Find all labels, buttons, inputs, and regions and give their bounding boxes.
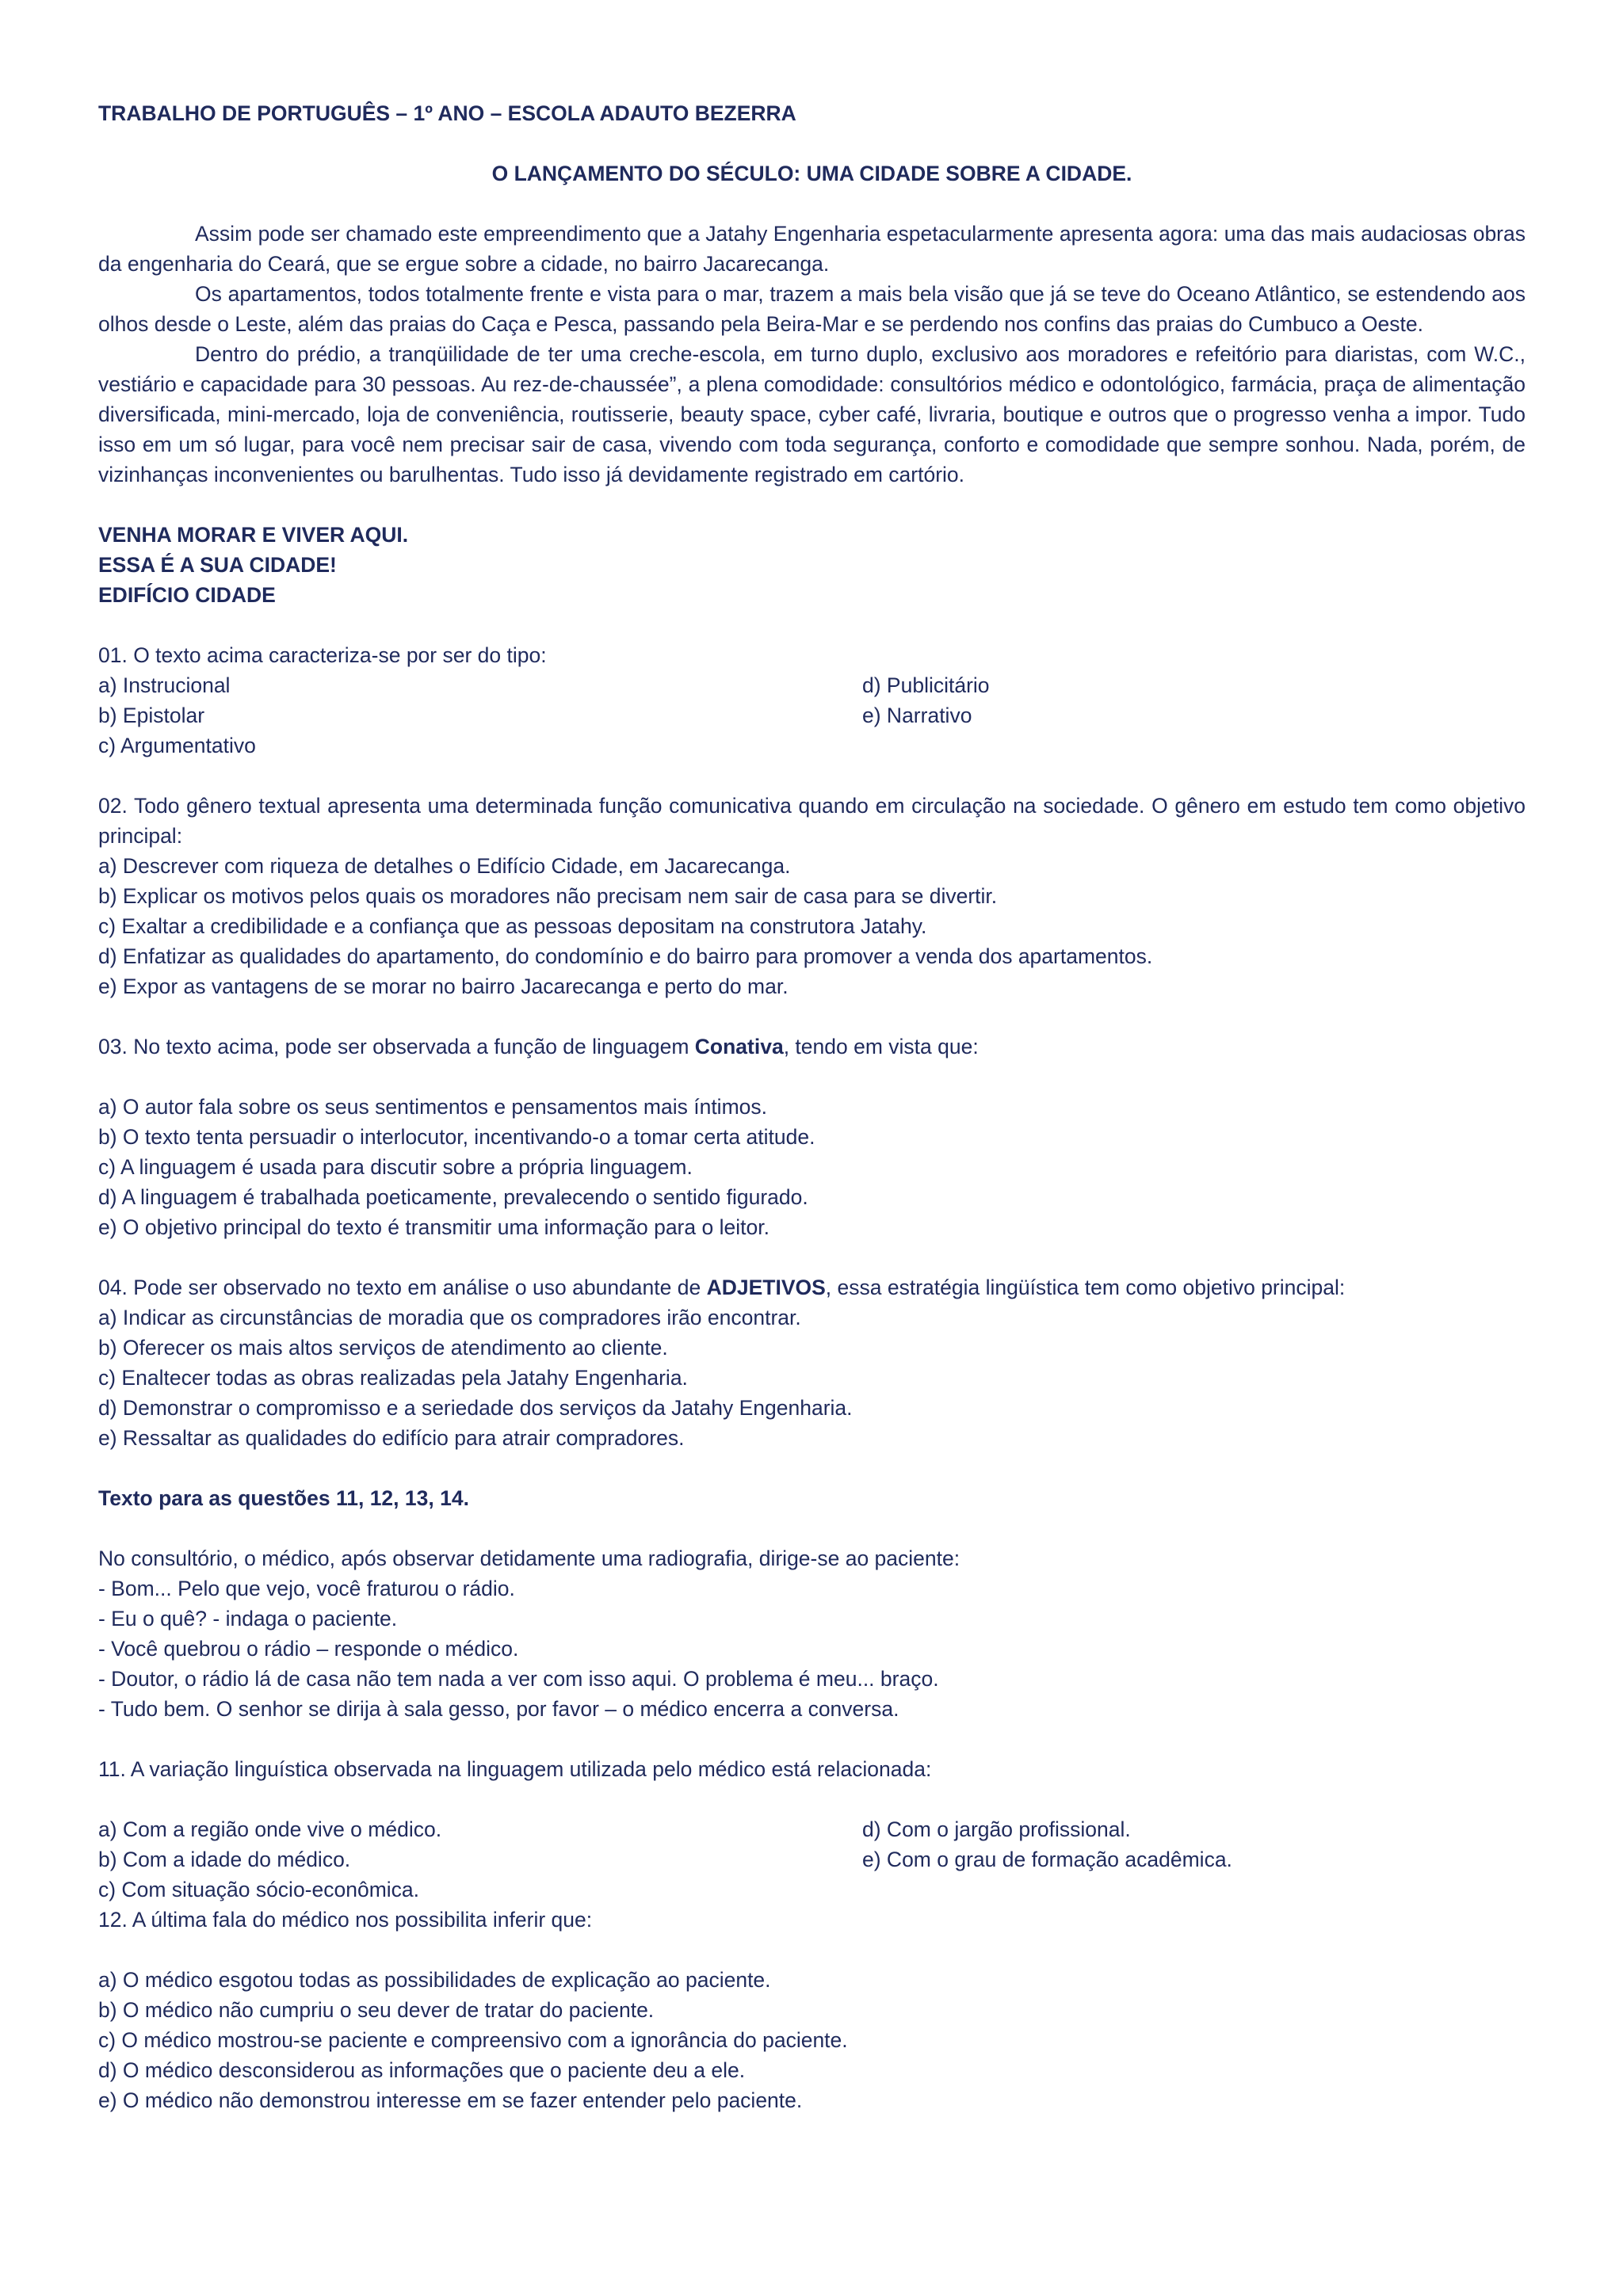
stem-text: 03. No texto acima, pode ser observada a função de linguagem (98, 1035, 695, 1058)
spacer (98, 1935, 1526, 1965)
slogan-line: VENHA MORAR E VIVER AQUI. (98, 523, 409, 547)
dialog-text (98, 1543, 1526, 1724)
answer-option: e) Com o grau de formação acadêmica. (862, 1848, 1232, 1871)
answer-option: c) Argumentativo (98, 734, 256, 757)
dialog-line: - Você quebrou o rádio – responde o médico. (98, 1637, 519, 1661)
stem-keyword: Conativa (694, 1035, 784, 1058)
options-right-column (862, 670, 1526, 761)
dialog-line: - Eu o quê? - indaga o paciente. (98, 1607, 398, 1630)
dialog-line: - Tudo bem. O senhor se dirija à sala gesso, por favor – o médico encerra a conversa. (98, 1697, 899, 1721)
answer-option: b) Epistolar (98, 704, 205, 727)
answer-option: d) Enfatizar as qualidades do apartamento, do condomínio e do bairro para promover a venda dos apartamentos. (98, 944, 1153, 968)
question-stem: 02. Todo gênero textual apresenta uma determinada função comunicativa quando em circulação na sociedade. O gênero em estudo tem como objetivo principal: (98, 794, 1526, 848)
options-left-column (98, 670, 862, 761)
question-stem: 01. O texto acima caracteriza-se por ser do tipo: (98, 643, 547, 667)
answer-option: b) Com a idade do médico. (98, 1848, 351, 1871)
answer-option: e) O médico não demonstrou interesse em se fazer entender pelo paciente. (98, 2088, 803, 2112)
stem-text: , essa estratégia lingüística tem como objetivo principal: (825, 1276, 1346, 1299)
answer-option: e) O objetivo principal do texto é transmitir uma informação para o leitor. (98, 1215, 769, 1239)
answer-option: d) A linguagem é trabalhada poeticamente, prevalecendo o sentido figurado. (98, 1185, 808, 1209)
answer-option: d) O médico desconsiderou as informações que o paciente deu a ele. (98, 2058, 746, 2082)
question-stem: 12. A última fala do médico nos possibilita inferir que: (98, 1908, 593, 1932)
question-stem (98, 1032, 1526, 1062)
article-title: O LANÇAMENTO DO SÉCULO: UMA CIDADE SOBRE A CIDADE. (491, 162, 1132, 185)
slogan-block (98, 520, 1526, 610)
answer-option: e) Narrativo (862, 704, 972, 727)
stem-keyword: ADJETIVOS (706, 1276, 826, 1299)
article-body (98, 219, 1526, 490)
answer-option: a) O autor fala sobre os seus sentimentos e pensamentos mais íntimos. (98, 1095, 767, 1119)
question-11 (98, 1754, 1526, 1905)
options-right-column (862, 1814, 1526, 1905)
dialog-line: No consultório, o médico, após observar detidamente uma radiografia, dirige-se ao paciente: (98, 1547, 960, 1570)
answer-option: b) O texto tenta persuadir o interlocutor, incentivando-o a tomar certa atitude. (98, 1125, 815, 1149)
answer-option: a) O médico esgotou todas as possibilidades de explicação ao paciente. (98, 1968, 771, 1992)
answer-option: e) Ressaltar as qualidades do edifício para atrair compradores. (98, 1426, 685, 1450)
answer-option: c) Enaltecer todas as obras realizadas pela Jatahy Engenharia. (98, 1366, 688, 1390)
answer-option: b) Oferecer os mais altos serviços de atendimento ao cliente. (98, 1336, 668, 1360)
answer-option: b) Explicar os motivos pelos quais os moradores não precisam nem sair de casa para se divertir. (98, 884, 998, 908)
question-stem (98, 1272, 1526, 1302)
answer-option: d) Com o jargão profissional. (862, 1817, 1131, 1841)
document-header: TRABALHO DE PORTUGUÊS – 1º ANO – ESCOLA ADAUTO BEZERRA (98, 101, 796, 125)
answer-option: d) Demonstrar o compromisso e a seriedade dos serviços da Jatahy Engenharia. (98, 1396, 853, 1420)
question-12 (98, 1905, 1526, 2115)
stem-text: 04. Pode ser observado no texto em análise o uso abundante de (98, 1276, 707, 1299)
spacer (98, 1784, 1526, 1814)
question-03 (98, 1032, 1526, 1242)
answer-option: a) Com a região onde vive o médico. (98, 1817, 442, 1841)
article-paragraph: Os apartamentos, todos totalmente frente e vista para o mar, trazem a mais bela visão que já se teve do Oceano Atlântico, se estendendo aos olhos desde o Leste, além das praias do Caça e Pesca, passando pela Beira-Mar e se perdendo nos confins das praias do Cumbuco a Oeste. (98, 282, 1526, 336)
dialog-line: - Bom... Pelo que vejo, você fraturou o rádio. (98, 1577, 515, 1600)
section-title: Texto para as questões 11, 12, 13, 14. (98, 1486, 469, 1510)
answer-option: c) Com situação sócio-econômica. (98, 1878, 420, 1901)
answer-option: b) O médico não cumpriu o seu dever de tratar do paciente. (98, 1998, 655, 2022)
dialog-line: - Doutor, o rádio lá de casa não tem nada a ver com isso aqui. O problema é meu... braço. (98, 1667, 939, 1691)
question-stem: 11. A variação linguística observada na linguagem utilizada pelo médico está relacionada: (98, 1757, 932, 1781)
slogan-line: ESSA É A SUA CIDADE! (98, 553, 337, 577)
answer-option: c) A linguagem é usada para discutir sobre a própria linguagem. (98, 1155, 693, 1179)
question-01 (98, 640, 1526, 761)
options-left-column (98, 1814, 862, 1905)
answer-option: e) Expor as vantagens de se morar no bairro Jacarecanga e perto do mar. (98, 974, 789, 998)
article-paragraph: Dentro do prédio, a tranqüilidade de ter uma creche-escola, em turno duplo, exclusivo aos moradores e refeitório para diaristas, com W.C., vestiário e capacidade para 30 pessoas. Au rez-de-chaussée”, a plena comodidade: consultórios médico e odontológico, farmácia, praça de alimentação diversificada, mini-mercado, loja de conveniência, routisserie, beauty space, cyber café, livraria, boutique e outros que o progresso venha a impor. Tudo isso em um só lugar, para você nem precisar sair de casa, vivendo com toda segurança, conforto e comodidade que sempre sonhou. Nada, porém, de vizinhanças inconvenientes ou barulhentas. Tudo isso já devidamente registrado em cartório. (98, 342, 1526, 486)
question-options (98, 670, 1526, 761)
answer-option: d) Publicitário (862, 673, 990, 697)
answer-option: a) Indicar as circunstâncias de moradia que os compradores irão encontrar. (98, 1306, 801, 1329)
spacer (98, 1062, 1526, 1092)
slogan-line: EDIFÍCIO CIDADE (98, 583, 276, 607)
stem-text: , tendo em vista que: (783, 1035, 979, 1058)
question-02 (98, 791, 1526, 1001)
question-04 (98, 1272, 1526, 1453)
article-paragraph: Assim pode ser chamado este empreendimento que a Jatahy Engenharia espetacularmente apresenta agora: uma das mais audaciosas obras da engenharia do Ceará, que se ergue sobre a cidade, no bairro Jacarecanga. (98, 222, 1526, 276)
answer-option: c) Exaltar a credibilidade e a confiança que as pessoas depositam na construtora Jatahy. (98, 914, 927, 938)
question-options (98, 1814, 1526, 1905)
answer-option: a) Descrever com riqueza de detalhes o Edifício Cidade, em Jacarecanga. (98, 854, 791, 878)
answer-option: a) Instrucional (98, 673, 231, 697)
answer-option: c) O médico mostrou-se paciente e compreensivo com a ignorância do paciente. (98, 2028, 848, 2052)
